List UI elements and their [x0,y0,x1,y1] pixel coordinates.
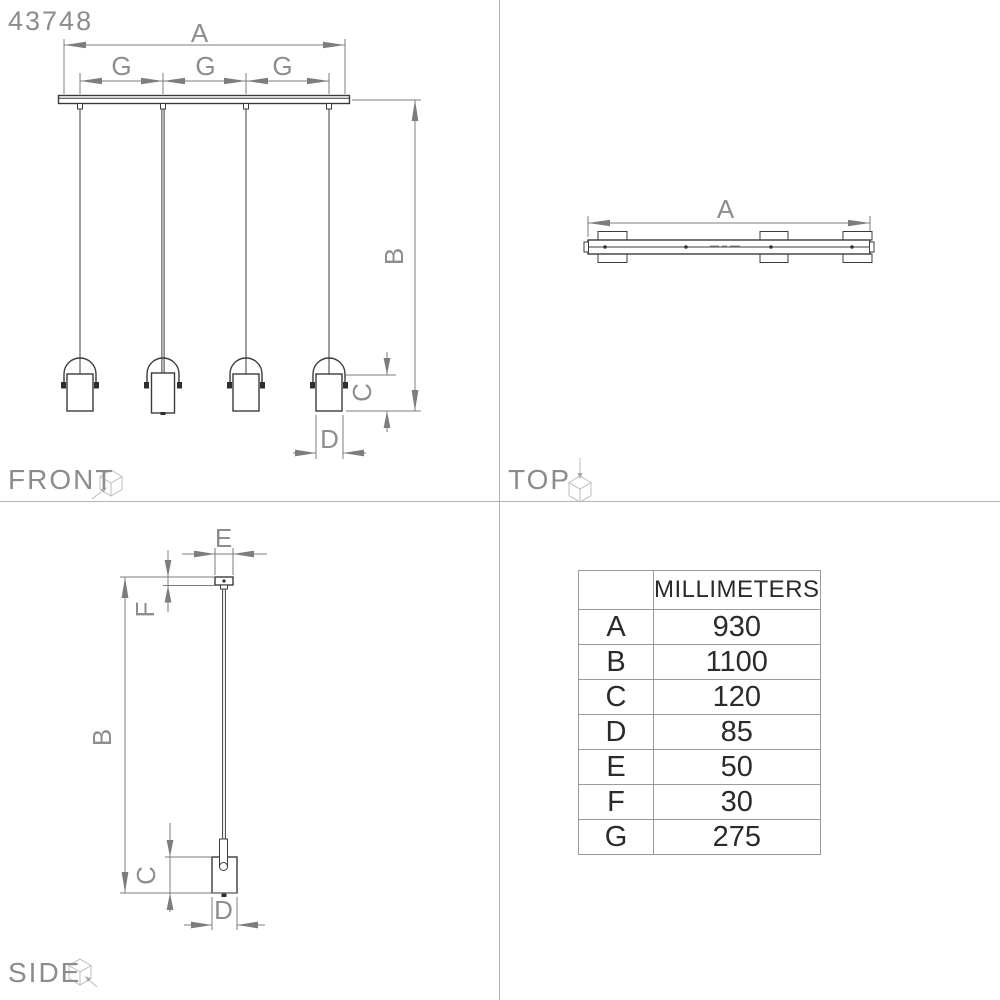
table-row [579,610,821,645]
pendant-lamp-3 [227,109,265,411]
front-view-label: FRONT [8,464,115,495]
front-dimension-d [293,415,366,459]
pendant-lamp-1 [61,109,99,411]
dim-value: 50 [654,750,821,785]
dim-letter: E [579,750,654,785]
front-dim-label-a: A [190,18,210,48]
front-dimension-c [346,352,396,432]
side-dimension-c [131,823,212,912]
top-dim-label-a: A [716,194,736,224]
dim-value: 85 [654,715,821,750]
front-dim-label-c: C [347,382,377,402]
top-dimension-a [588,194,870,237]
table-row [579,750,821,785]
table-row [579,680,821,715]
dim-letter: C [579,680,654,715]
side-dimension-d [184,895,265,930]
front-dimension-b [346,100,421,411]
top-view-cube-icon [569,458,591,502]
side-dim-label-f: F [130,600,160,618]
front-dim-label-d: D [320,424,340,454]
top-view-drawing [569,194,874,502]
dim-value: 275 [654,820,821,855]
table-header-units: MILLIMETERS [654,571,821,610]
side-pendant [212,577,237,897]
front-mounting-bar [59,96,350,110]
dim-value: 30 [654,785,821,820]
dim-value: 930 [654,610,821,645]
dimension-table [578,570,821,855]
top-mounting-bar [584,232,874,263]
table-row [579,715,821,750]
front-view-drawing [59,18,422,499]
dim-letter: A [579,610,654,645]
side-dimension-f [130,550,215,617]
side-dimension-b [87,577,237,893]
front-dim-label-g1: G [111,51,133,81]
side-dim-label-c: C [131,865,161,885]
side-dim-label-e: E [214,523,234,553]
side-dim-label-d: D [214,895,234,925]
side-view-drawing [69,523,267,987]
dim-value: 120 [654,680,821,715]
product-code: 43748 [8,6,94,36]
front-dim-label-g2: G [195,51,217,81]
dim-letter: F [579,785,654,820]
dim-letter: D [579,715,654,750]
side-dim-label-b: B [87,727,117,747]
front-dim-label-b: B [379,246,409,266]
side-view-label: SIDE [8,957,82,988]
pendant-lamp-4 [310,109,348,411]
table-header-empty-cell [579,571,654,610]
dim-value: 1100 [654,645,821,680]
side-dimension-e [182,523,267,575]
dim-letter: B [579,645,654,680]
pendant-lamp-2 [144,109,182,415]
table-header-row [579,571,821,610]
table-row [579,645,821,680]
dim-letter: G [579,820,654,855]
table-row [579,785,821,820]
front-dimension-g [80,51,329,94]
top-view-label: TOP [508,464,572,495]
table-row [579,820,821,855]
front-dim-label-g3: G [272,51,294,81]
